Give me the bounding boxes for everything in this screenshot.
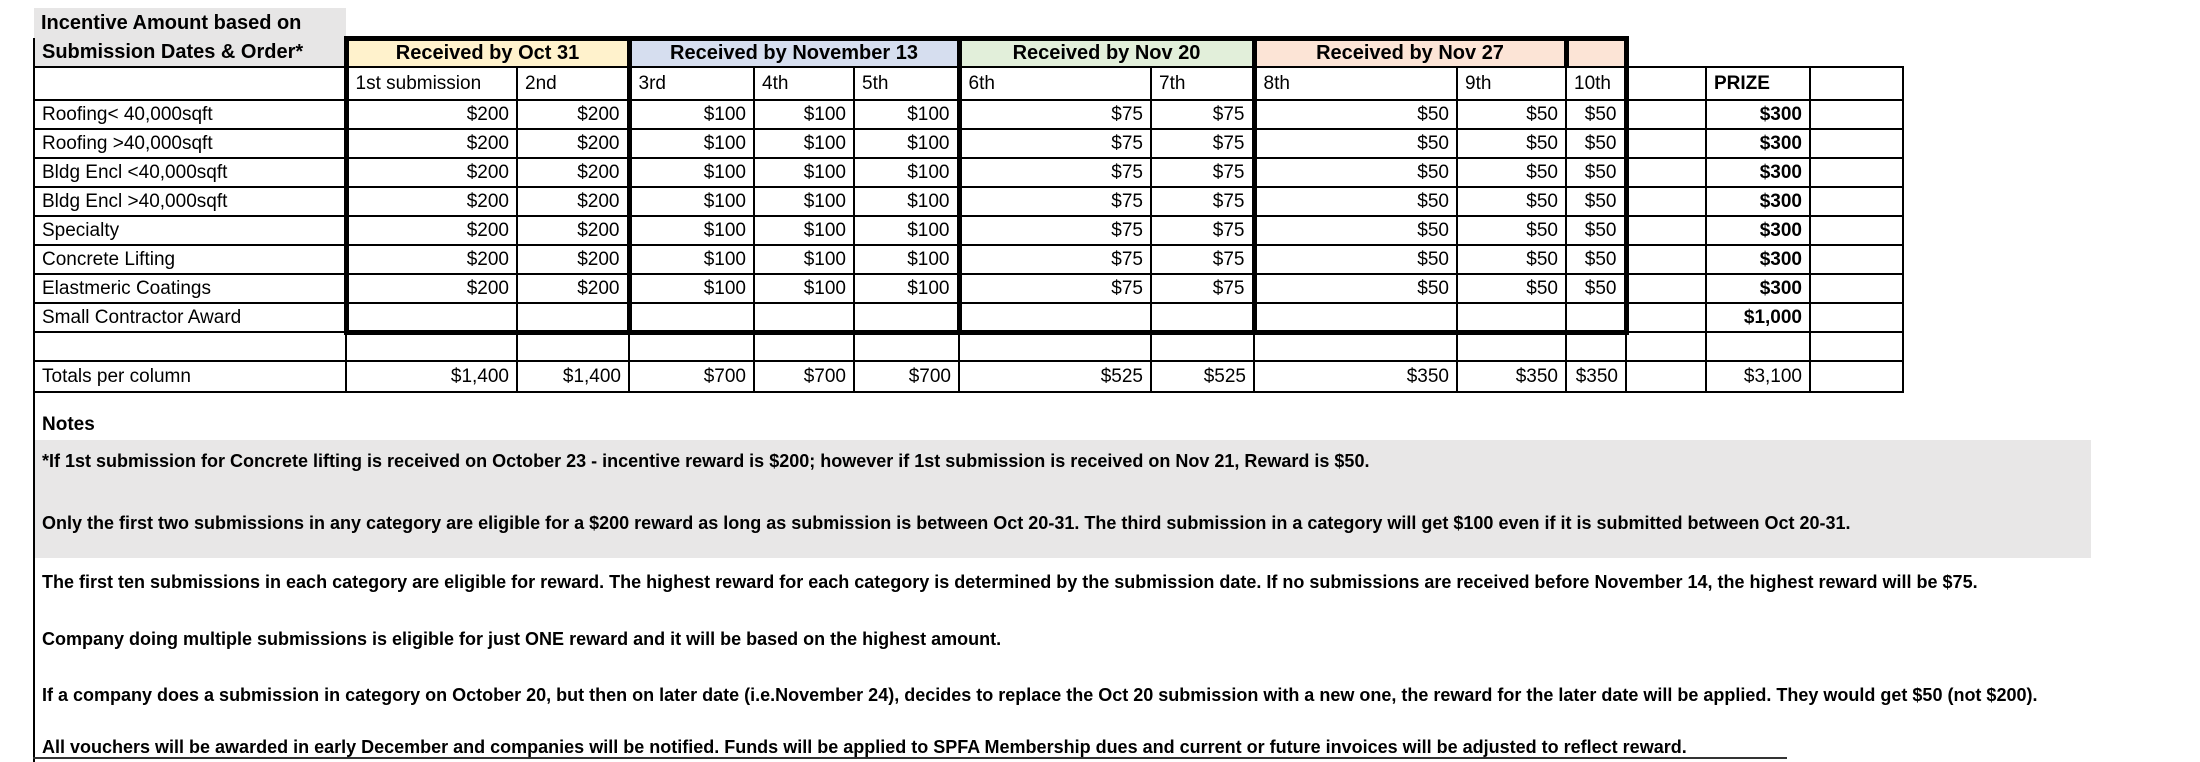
column-header-8th[interactable]: 8th: [1254, 67, 1457, 100]
value-cell[interactable]: [517, 303, 629, 332]
notes-heading: Notes: [42, 414, 95, 435]
value-cell[interactable]: $100: [629, 216, 754, 245]
value-cell[interactable]: $100: [629, 129, 754, 158]
column-header-9th[interactable]: 9th: [1457, 67, 1566, 100]
empty-cell[interactable]: [1810, 332, 1903, 361]
value-cell[interactable]: $50: [1566, 100, 1626, 129]
value-cell[interactable]: $100: [854, 216, 959, 245]
value-cell[interactable]: $75: [959, 158, 1151, 187]
value-cell[interactable]: $50: [1566, 129, 1626, 158]
table-row: [34, 158, 1903, 187]
value-cell[interactable]: [754, 303, 854, 332]
value-cell[interactable]: $75: [1151, 100, 1254, 129]
spacer-cell[interactable]: [1626, 216, 1706, 245]
empty-cell[interactable]: [1151, 332, 1254, 361]
value-cell[interactable]: $75: [959, 100, 1151, 129]
value-cell[interactable]: [1566, 303, 1626, 332]
value-cell[interactable]: [629, 303, 754, 332]
value-cell[interactable]: $50: [1566, 245, 1626, 274]
totals-label[interactable]: Totals per column: [34, 361, 346, 392]
value-cell[interactable]: $200: [517, 187, 629, 216]
value-cell[interactable]: $200: [346, 158, 517, 187]
column-header-6th[interactable]: 6th: [959, 67, 1151, 100]
value-cell[interactable]: [1457, 303, 1566, 332]
empty-area: [346, 8, 1903, 38]
value-cell[interactable]: $200: [517, 274, 629, 303]
trailing-cell[interactable]: [1810, 361, 1903, 392]
totals-row: [34, 361, 1903, 392]
value-cell[interactable]: $50: [1254, 100, 1457, 129]
value-cell[interactable]: $75: [1151, 216, 1254, 245]
totals-value-cell[interactable]: $1,400: [517, 361, 629, 392]
trailing-cell[interactable]: [1810, 100, 1903, 129]
group-header-nov27[interactable]: Received by Nov 27: [1254, 38, 1566, 67]
row-label[interactable]: Roofing >40,000sqft: [34, 129, 346, 158]
table-row: [34, 187, 1903, 216]
value-cell[interactable]: $50: [1457, 216, 1566, 245]
table-row: [34, 100, 1903, 129]
prize-cell[interactable]: $300: [1706, 187, 1810, 216]
value-cell[interactable]: $75: [1151, 187, 1254, 216]
totals-value-cell[interactable]: $1,400: [346, 361, 517, 392]
trailing-cell[interactable]: [1810, 274, 1903, 303]
column-header-4th[interactable]: 4th: [754, 67, 854, 100]
value-cell[interactable]: $100: [754, 187, 854, 216]
spacer-cell[interactable]: [1626, 361, 1706, 392]
value-cell[interactable]: $200: [517, 158, 629, 187]
empty-cell[interactable]: [629, 332, 754, 361]
table-row: [34, 245, 1903, 274]
trailing-cell[interactable]: [1810, 187, 1903, 216]
value-cell[interactable]: $200: [346, 100, 517, 129]
column-header-3rd[interactable]: 3rd: [629, 67, 754, 100]
value-cell[interactable]: $75: [959, 274, 1151, 303]
value-cell[interactable]: [959, 303, 1151, 332]
value-cell[interactable]: $200: [346, 129, 517, 158]
value-cell[interactable]: $100: [629, 245, 754, 274]
value-cell[interactable]: $100: [854, 100, 959, 129]
value-cell[interactable]: $75: [1151, 245, 1254, 274]
trailing-cell[interactable]: [1810, 129, 1903, 158]
column-header-prize[interactable]: PRIZE: [1706, 67, 1810, 100]
totals-value-cell[interactable]: $350: [1566, 361, 1626, 392]
prize-cell[interactable]: $300: [1706, 129, 1810, 158]
value-cell[interactable]: $100: [854, 187, 959, 216]
bottom-gridline: [33, 757, 1787, 759]
value-cell[interactable]: $200: [517, 129, 629, 158]
value-cell[interactable]: $50: [1566, 187, 1626, 216]
value-cell[interactable]: $100: [629, 274, 754, 303]
value-cell[interactable]: $50: [1254, 274, 1457, 303]
incentive-table: [33, 8, 1904, 393]
empty-cell[interactable]: [754, 332, 854, 361]
spacer-cell[interactable]: [1626, 158, 1706, 187]
value-cell[interactable]: $50: [1566, 274, 1626, 303]
column-header-spacer[interactable]: [1626, 67, 1706, 100]
column-header-5th[interactable]: 5th: [854, 67, 959, 100]
table-row: [34, 274, 1903, 303]
value-cell[interactable]: $75: [959, 129, 1151, 158]
table-row: [34, 129, 1903, 158]
row-label[interactable]: Bldg Encl >40,000sqft: [34, 187, 346, 216]
prize-cell[interactable]: $300: [1706, 100, 1810, 129]
prize-cell[interactable]: $300: [1706, 158, 1810, 187]
spacer-cell[interactable]: [1626, 100, 1706, 129]
value-cell[interactable]: $50: [1566, 216, 1626, 245]
value-cell[interactable]: $200: [346, 274, 517, 303]
value-cell[interactable]: $75: [959, 187, 1151, 216]
value-cell[interactable]: $50: [1254, 245, 1457, 274]
value-cell[interactable]: $100: [754, 274, 854, 303]
row-label[interactable]: Concrete Lifting: [34, 245, 346, 274]
note-line: *If 1st submission for Concrete lifting is received on October 23 - incentive reward is $200; however if 1st submission is received on Nov 21, Reward is $50.: [42, 451, 1370, 471]
totals-prize-cell[interactable]: $3,100: [1706, 361, 1810, 392]
value-cell[interactable]: $50: [1457, 245, 1566, 274]
prize-cell[interactable]: $300: [1706, 274, 1810, 303]
value-cell[interactable]: $100: [629, 158, 754, 187]
value-cell[interactable]: $75: [1151, 129, 1254, 158]
empty-cell[interactable]: [1457, 332, 1566, 361]
totals-value-cell[interactable]: $700: [754, 361, 854, 392]
value-cell[interactable]: $100: [754, 100, 854, 129]
sheet-title-line1: Incentive Amount based on: [34, 8, 346, 38]
trailing-cell[interactable]: [1810, 158, 1903, 187]
value-cell[interactable]: [1151, 303, 1254, 332]
value-cell[interactable]: $200: [346, 216, 517, 245]
row-label[interactable]: Specialty: [34, 216, 346, 245]
value-cell[interactable]: $50: [1566, 158, 1626, 187]
value-cell[interactable]: $75: [959, 245, 1151, 274]
totals-value-cell[interactable]: $525: [959, 361, 1151, 392]
totals-value-cell[interactable]: $350: [1254, 361, 1457, 392]
row-label[interactable]: Roofing< 40,000sqft: [34, 100, 346, 129]
value-cell[interactable]: $50: [1254, 187, 1457, 216]
trailing-cell[interactable]: [1810, 245, 1903, 274]
totals-value-cell[interactable]: $700: [629, 361, 754, 392]
note-line: Only the first two submissions in any category are eligible for a $200 reward as long as submission is between Oct 20-31. The third submission in a category will get $100 even if it is submitted between Oct 20-31.: [42, 513, 1851, 533]
trailing-cell[interactable]: [1810, 303, 1903, 332]
totals-value-cell[interactable]: $700: [854, 361, 959, 392]
header-row-label-cell[interactable]: [34, 67, 346, 100]
value-cell[interactable]: $200: [517, 245, 629, 274]
empty-cell[interactable]: [34, 332, 346, 361]
value-cell[interactable]: $100: [754, 245, 854, 274]
empty-cell[interactable]: [1254, 332, 1457, 361]
value-cell[interactable]: $200: [517, 100, 629, 129]
column-header-1st[interactable]: 1st submission: [346, 67, 517, 100]
empty-area: [1626, 38, 1903, 67]
value-cell[interactable]: $200: [517, 216, 629, 245]
empty-cell[interactable]: [346, 332, 517, 361]
empty-cell[interactable]: [517, 332, 629, 361]
note-line: If a company does a submission in category on October 20, but then on later date (i.e.November 24), decides to replace the Oct 20 submission with a new one, the reward for the later date will be applied. They would get $50 (not $200).: [42, 685, 2038, 705]
value-cell[interactable]: $100: [754, 158, 854, 187]
value-cell[interactable]: $100: [629, 187, 754, 216]
prize-cell[interactable]: $300: [1706, 245, 1810, 274]
group-header-oct31[interactable]: Received by Oct 31: [346, 38, 629, 67]
row-label[interactable]: Elastmeric Coatings: [34, 274, 346, 303]
prize-cell[interactable]: $300: [1706, 216, 1810, 245]
empty-cell[interactable]: [1706, 332, 1810, 361]
empty-cell[interactable]: [959, 332, 1151, 361]
value-cell[interactable]: $100: [854, 245, 959, 274]
spacer-cell[interactable]: [1626, 274, 1706, 303]
empty-cell[interactable]: [1566, 332, 1626, 361]
value-cell[interactable]: [854, 303, 959, 332]
totals-value-cell[interactable]: $350: [1457, 361, 1566, 392]
group-header-extra[interactable]: [1566, 38, 1626, 67]
spacer-cell[interactable]: [1626, 187, 1706, 216]
value-cell[interactable]: $75: [1151, 274, 1254, 303]
value-cell[interactable]: $200: [346, 187, 517, 216]
spacer-cell[interactable]: [1626, 245, 1706, 274]
value-cell[interactable]: [1254, 303, 1457, 332]
column-header-trailing[interactable]: [1810, 67, 1903, 100]
group-header-nov20[interactable]: Received by Nov 20: [959, 38, 1254, 67]
value-cell[interactable]: [346, 303, 517, 332]
value-cell[interactable]: $75: [959, 216, 1151, 245]
value-cell[interactable]: $100: [854, 274, 959, 303]
group-header-nov13[interactable]: Received by November 13: [629, 38, 959, 67]
value-cell[interactable]: $75: [1151, 158, 1254, 187]
totals-value-cell[interactable]: $525: [1151, 361, 1254, 392]
table-row: [34, 303, 1903, 332]
value-cell[interactable]: $50: [1254, 216, 1457, 245]
blank-row: [34, 332, 1903, 361]
value-cell[interactable]: $50: [1457, 187, 1566, 216]
value-cell[interactable]: $50: [1457, 100, 1566, 129]
value-cell[interactable]: $50: [1254, 158, 1457, 187]
value-cell[interactable]: $100: [754, 216, 854, 245]
column-header-7th[interactable]: 7th: [1151, 67, 1254, 100]
column-header-10th[interactable]: 10th: [1566, 67, 1626, 100]
note-line: Company doing multiple submissions is eligible for just ONE reward and it will be based on the highest amount.: [42, 629, 1002, 649]
value-cell[interactable]: $50: [1457, 158, 1566, 187]
value-cell[interactable]: $50: [1457, 129, 1566, 158]
empty-cell[interactable]: [1626, 332, 1706, 361]
prize-cell[interactable]: $1,000: [1706, 303, 1810, 332]
value-cell[interactable]: $50: [1457, 274, 1566, 303]
value-cell[interactable]: $100: [854, 158, 959, 187]
table-row: [34, 216, 1903, 245]
spacer-cell[interactable]: [1626, 129, 1706, 158]
note-line: The first ten submissions in each category are eligible for reward. The highest reward for each category is determined by the submission date. If no submissions are received before November 14, the highest reward will be $75.: [42, 572, 1978, 592]
value-cell[interactable]: $100: [854, 129, 959, 158]
value-cell[interactable]: $50: [1254, 129, 1457, 158]
trailing-cell[interactable]: [1810, 216, 1903, 245]
sheet-title-line2: Submission Dates & Order*: [34, 38, 346, 67]
value-cell[interactable]: $100: [754, 129, 854, 158]
value-cell[interactable]: $100: [629, 100, 754, 129]
column-header-2nd[interactable]: 2nd: [517, 67, 629, 100]
spacer-cell[interactable]: [1626, 303, 1706, 332]
row-label[interactable]: Bldg Encl <40,000sqft: [34, 158, 346, 187]
empty-cell[interactable]: [854, 332, 959, 361]
value-cell[interactable]: $200: [346, 245, 517, 274]
row-label[interactable]: Small Contractor Award: [34, 303, 346, 332]
note-line: All vouchers will be awarded in early December and companies will be notified. Funds will be applied to SPFA Membership dues and current or future invoices will be adjusted to reflect reward.: [42, 737, 1687, 757]
